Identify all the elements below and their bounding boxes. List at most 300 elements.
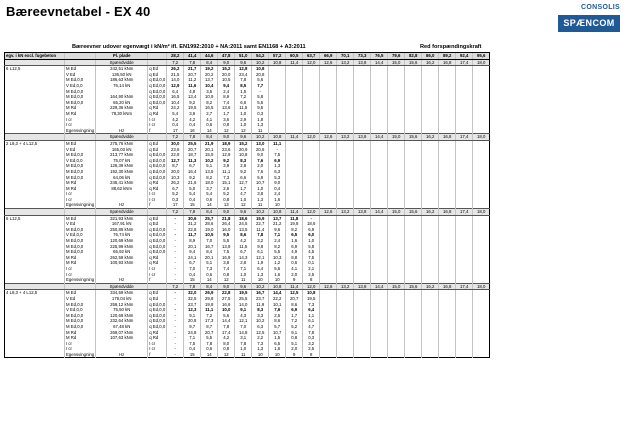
table-cell: 11 [252, 202, 269, 208]
table-cell: 13,7 [269, 215, 286, 221]
table-cell: 21,9 [201, 140, 218, 146]
table-cell: 5,2 [286, 324, 303, 330]
table-cell: 7,1 [235, 266, 252, 272]
table-cell: 14 [201, 202, 218, 208]
table-cell: 15 [184, 352, 201, 358]
table-cell: 24,1 [184, 255, 201, 261]
table-cell: 8,2 [201, 100, 218, 106]
table-cell: 23,6 [167, 147, 184, 153]
row-label: M Ed,0,0 [65, 169, 96, 175]
row-label: Egensvingning [66, 202, 95, 208]
header-cell: 79,6 [388, 53, 405, 60]
row-label: I cr [65, 117, 96, 123]
load-symbol: q Rd [148, 111, 167, 117]
table-cell: 7,4 [218, 266, 235, 272]
header-cell: 76,5 [371, 53, 388, 60]
table-cell: 12,1 [235, 318, 252, 324]
row-label: M Ed,0,0 [65, 244, 96, 250]
load-symbol: q Ed,0,0 [149, 232, 166, 238]
table-cell: 20,7 [184, 147, 201, 153]
header-cell: 63,7 [303, 53, 320, 60]
table-cell: 12,9 [218, 152, 235, 158]
load-symbol: q Ed,0,0 [149, 174, 166, 180]
span-value: 18,0 [473, 134, 490, 141]
table-cell: 11 [235, 277, 252, 283]
span-value: 12,0 [303, 59, 320, 66]
strand-config-cell: 2 L9,3 + 4 L12,5 [5, 140, 65, 146]
table-cell: 20,7 [286, 296, 303, 302]
table-cell: 24,8 [184, 330, 201, 336]
load-symbol: q Ed,0,0 [149, 157, 166, 163]
table-cell: 1,3 [252, 272, 269, 278]
table-cell: 16,9 [218, 255, 235, 261]
table-cell: 10,8 [303, 290, 320, 296]
table-cell: 8,2 [286, 227, 303, 233]
table-cell: 8,0 [218, 341, 235, 347]
table-cell: 30,0 [167, 140, 184, 146]
table-cell: 12,7 [235, 180, 252, 186]
load-symbol: q Ed [148, 290, 167, 296]
capacity-value: 334,59 kNm [96, 290, 148, 296]
table-cell: 7,3 [201, 266, 218, 272]
table-cell: 5,4 [184, 191, 201, 197]
table-cell: - [167, 346, 184, 352]
table-cell: 0,4 [167, 122, 184, 128]
table-cell: 7,8 [218, 324, 235, 330]
row-label: M Ed,0,0 [65, 227, 96, 233]
span-value: 13,2 [337, 209, 354, 216]
row-label: M Rd [65, 180, 96, 186]
table-cell: 2,4 [269, 238, 286, 244]
table-cell: 9 [286, 352, 303, 358]
table-cell: 6,7 [184, 260, 201, 266]
table-cell: 10,0 [218, 307, 235, 313]
load-symbol: q Rd [148, 105, 167, 111]
table-cell: 0,6 [201, 272, 218, 278]
table-cell: - [167, 307, 184, 313]
table-cell: 16,0 [218, 227, 235, 233]
header-cell: 66,9 [320, 53, 337, 60]
capacity-table [4, 52, 490, 358]
capacity-value: 120,69 kNm [96, 313, 148, 319]
table-cell: 14,0 [167, 77, 184, 83]
row-label: M Ed,0,0 [65, 249, 96, 255]
capacity-value: 250,85 kNm [96, 227, 148, 233]
row-label: M Ed [65, 140, 96, 146]
span-row [5, 283, 490, 290]
header-cell [148, 53, 167, 60]
table-cell: 2,8 [235, 163, 252, 169]
table-cell: - [167, 335, 184, 341]
table-cell: 14 [201, 277, 218, 283]
table-cell: 1,6 [269, 197, 286, 203]
span-value: 13,2 [337, 283, 354, 290]
table-cell: 1,7 [218, 111, 235, 117]
table-cell: 14,4 [218, 318, 235, 324]
table-cell: 7,3 [218, 174, 235, 180]
table-cell: 0,4 [269, 186, 286, 192]
table-cell: 1,0 [235, 346, 252, 352]
load-symbol: I cr [148, 266, 167, 272]
table-cell: 5,4 [167, 111, 184, 117]
table-cell: 1,0 [235, 197, 252, 203]
table-cell: 11 [252, 128, 269, 134]
table-cell: 21,7 [184, 66, 201, 72]
load-symbol: q Ed,0,0 [149, 226, 166, 232]
capacity-value: 164,90 kNm [96, 94, 148, 100]
span-value: 14,4 [371, 209, 388, 216]
table-cell: 13,7 [201, 77, 218, 83]
table-cell: 4,1 [201, 117, 218, 123]
span-value: 11,4 [286, 283, 303, 290]
table-cell: 9,0 [269, 180, 286, 186]
load-symbol: q Ed,0,0 [149, 307, 166, 313]
table-cell: 4,7 [303, 324, 320, 330]
row-label: M Ed,0,0 [65, 163, 96, 169]
table-cell [354, 352, 371, 358]
table-cell: 2,9 [235, 117, 252, 123]
table-cell: 6,9 [286, 244, 303, 250]
table-cell: - [167, 290, 184, 296]
table-cell: 1,0 [303, 238, 320, 244]
table-cell: 8,9 [218, 94, 235, 100]
table-cell: 4,9 [286, 249, 303, 255]
table-subtitle-right: Red forspændingskraft [420, 44, 482, 50]
table-cell: 5,6 [218, 313, 235, 319]
table-cell: 28,6 [201, 221, 218, 227]
table-cell: 17,4 [218, 330, 235, 336]
table-cell: 1,6 [269, 346, 286, 352]
capacity-value: 192,30 kNm [96, 169, 148, 175]
span-value: 10,8 [269, 283, 286, 290]
span-value: 9,0 [218, 134, 235, 141]
span-label: Spændvidde [96, 134, 148, 141]
capacity-value: 232,64 kNm [96, 318, 148, 324]
table-cell: 0,4 [184, 272, 201, 278]
table-cell: 15 [184, 202, 201, 208]
table-cell: 1,3 [252, 122, 269, 128]
capacity-value: 126,39 kNm [96, 163, 148, 169]
capacity-value: 229,36 kNm [96, 105, 148, 111]
table-cell: 12,5 [286, 290, 303, 296]
row-label: M Ed [65, 215, 96, 221]
table-cell: 10,7 [252, 180, 269, 186]
table-cell: 9,1 [184, 313, 201, 319]
span-value: 14,4 [371, 134, 388, 141]
table-cell: 22,8 [184, 227, 201, 233]
table-cell: 11,8 [286, 215, 303, 221]
span-value: 15,0 [388, 209, 405, 216]
table-cell: 4,1 [286, 266, 303, 272]
table-cell: 8,3 [252, 307, 269, 313]
capacity-value: 100,93 kNm [96, 260, 148, 266]
strand-config-cell: 4 L9,3 + 4 L12,5 [5, 290, 65, 296]
row-label: V Ed [65, 221, 96, 227]
table-cell: 11,1 [269, 140, 286, 146]
load-symbol: f [148, 202, 167, 208]
table-cell: 7,5 [269, 152, 286, 158]
table-cell: 24,2 [167, 105, 184, 111]
span-value: 11,4 [286, 59, 303, 66]
table-cell: 19,2 [201, 66, 218, 72]
span-value: 16,8 [439, 134, 456, 141]
table-cell: 9,2 [218, 158, 235, 164]
table-cell: 2,5 [303, 346, 320, 352]
table-cell: 6,0 [303, 232, 320, 238]
table-cell: 5,6 [252, 77, 269, 83]
table-cell: 17 [167, 202, 184, 208]
table-cell: 6,3 [252, 324, 269, 330]
capacity-value: 136,50 kN [96, 72, 148, 78]
table-cell: 9,6 [269, 227, 286, 233]
span-value: 17,4 [456, 134, 473, 141]
table-cell: 2,4 [269, 191, 286, 197]
span-value: 15,0 [388, 283, 405, 290]
row-label: V Ed,0,0 [65, 232, 96, 238]
table-cell: 24,5 [235, 221, 252, 227]
table-cell: 11,7 [184, 232, 201, 238]
table-cell: 4,2 [235, 238, 252, 244]
load-symbol: I cr [148, 191, 167, 197]
table-cell: 3,3 [252, 313, 269, 319]
table-cell: 6,9 [269, 158, 286, 164]
table-cell: 2,0 [286, 346, 303, 352]
table-cell: 21,6 [184, 180, 201, 186]
table-cell: 0,8 [218, 272, 235, 278]
table-cell: 20,6 [252, 147, 269, 153]
table-cell: 5,0 [184, 186, 201, 192]
table-cell: 20,0 [218, 72, 235, 78]
table-cell [422, 352, 439, 358]
table-cell: 14 [201, 128, 218, 134]
header-cell: 70,1 [337, 53, 354, 60]
table-cell: - [167, 249, 184, 255]
span-value: 15,6 [405, 209, 422, 216]
strand-config-cell [5, 352, 65, 358]
span-value: 15,6 [405, 283, 422, 290]
table-cell: 10,4 [201, 83, 218, 89]
table-cell: 9 [286, 277, 303, 283]
table-cell: 22,2 [269, 296, 286, 302]
table-cell: 0,8 [218, 197, 235, 203]
load-symbol: I cr [148, 117, 167, 123]
table-cell: 7,3 [252, 341, 269, 347]
table-cell: - [303, 215, 320, 221]
table-cell: 12 [218, 277, 235, 283]
table-cell: 11,1 [201, 307, 218, 313]
span-row [5, 59, 490, 66]
capacity-value: 165,03 kN [96, 147, 148, 153]
header-cell [65, 53, 96, 60]
table-cell: 10 [252, 277, 269, 283]
load-symbol: q Ed,0,0 [149, 88, 166, 94]
span-value: 13,8 [354, 209, 371, 216]
table-cell: 15,2 [218, 66, 235, 72]
table-cell [388, 352, 405, 358]
header-cell: 86,0 [422, 53, 439, 60]
span-value: 13,8 [354, 59, 371, 66]
table-cell: 10,4 [167, 100, 184, 106]
load-symbol: q Ed,0,0 [149, 312, 166, 318]
span-value: 10,2 [252, 283, 269, 290]
row-label: Egensvingning [66, 277, 95, 283]
table-cell: 0,6 [286, 260, 303, 266]
row-label: V Ed [65, 72, 96, 78]
row-label: M Ed,0,0 [65, 302, 96, 308]
load-symbol: q Rd [148, 335, 167, 341]
span-value: 7,8 [184, 59, 201, 66]
table-cell: 9,2 [184, 174, 201, 180]
table-cell: 5,1 [201, 260, 218, 266]
table-cell: 32,0 [184, 290, 201, 296]
span-value: 12,0 [303, 134, 320, 141]
capacity-value: 120,69 kNm [96, 238, 148, 244]
row-label: V Ed [65, 296, 96, 302]
load-symbol: q Ed,0,0 [149, 301, 166, 307]
logo-line-1: CONSOLIS [581, 4, 620, 11]
table-cell: 4,2 [218, 335, 235, 341]
load-symbol: q Rd [148, 255, 167, 261]
span-blank-cell [148, 134, 167, 141]
table-cell: 19,8 [286, 221, 303, 227]
table-cell: 1,0 [235, 111, 252, 117]
load-symbol: q Ed,0,0 [149, 318, 166, 324]
span-value: 12,6 [320, 134, 337, 141]
capacity-value: 107,63 kNm [96, 335, 148, 341]
table-cell: - [167, 255, 184, 261]
table-cell: 3,8 [252, 191, 269, 197]
table-cell: 16,7 [252, 290, 269, 296]
span-blank-cell [5, 283, 65, 290]
table-cell: 8,6 [235, 232, 252, 238]
table-cell: 13,5 [201, 169, 218, 175]
span-value: 8,4 [201, 59, 218, 66]
row-label: M Rd [65, 255, 96, 261]
table-cell: 9,5 [252, 105, 269, 111]
capacity-value: 64,06 kN [96, 174, 148, 180]
table-cell: 10 [269, 277, 286, 283]
capacity-value: 242,51 kNm [96, 66, 148, 72]
table-cell: 14,4 [269, 290, 286, 296]
table-cell: 11,4 [252, 227, 269, 233]
table-cell: 7,2 [201, 313, 218, 319]
row-label: M Ed [65, 290, 96, 296]
table-cell: 0,1 [303, 260, 320, 266]
span-value: 15,0 [388, 59, 405, 66]
table-cell: 4,2 [167, 117, 184, 123]
span-value: 8,4 [201, 209, 218, 216]
load-symbol: q Ed [148, 221, 167, 227]
span-value: 16,2 [422, 209, 439, 216]
table-cell: 5,7 [269, 324, 286, 330]
table-cell: 7,1 [269, 232, 286, 238]
table-cell: 7,2 [235, 94, 252, 100]
capacity-value: 67,48 kN [96, 324, 148, 330]
table-cell: 8 [303, 277, 320, 283]
row-label: V Ed [65, 147, 96, 153]
capacity-value: 259,12 kNm [96, 302, 148, 308]
table-cell: 6,4 [303, 307, 320, 313]
load-symbol: q Ed [148, 147, 167, 153]
span-value: 16,8 [439, 209, 456, 216]
table-cell: 0,6 [201, 197, 218, 203]
table-cell: 6,4 [252, 266, 269, 272]
page-title: Bæreevnetabel - EX 40 [6, 4, 151, 19]
table-cell: 5,3 [269, 174, 286, 180]
table-cell: 13,9 [218, 244, 235, 250]
row-label: V Ed,0,0 [65, 158, 96, 164]
header-cell: 60,5 [286, 53, 303, 60]
load-symbol: q Ed [148, 72, 167, 78]
load-symbol: q Ed,0,0 [149, 163, 166, 169]
table-cell: 0,3 [252, 111, 269, 117]
row-label: I cr [65, 272, 96, 278]
header-cell: 44,6 [201, 53, 218, 60]
table-cell: 12,8 [235, 66, 252, 72]
table-cell: 31,2 [184, 221, 201, 227]
span-value: 9,0 [218, 209, 235, 216]
table-cell: 11,1 [218, 169, 235, 175]
span-blank-cell [65, 283, 96, 290]
table-cell: 20,1 [184, 244, 201, 250]
table-cell: 10 [252, 352, 269, 358]
table-cell: - [167, 296, 184, 302]
table-cell: 7,6 [269, 307, 286, 313]
header-cell: 54,2 [252, 53, 269, 60]
table-cell: 2,5 [303, 272, 320, 278]
span-value: 18,0 [473, 283, 490, 290]
logo-line-2: SPÆNCOM [558, 15, 620, 32]
capacity-value: 65,92 kN [96, 249, 148, 255]
table-cell: 3,5 [201, 89, 218, 95]
header-cell: 95,6 [473, 53, 490, 60]
load-symbol: f [148, 128, 167, 134]
table-cell: 5,5 [269, 249, 286, 255]
table-cell: 6,6 [235, 174, 252, 180]
span-value: 12,6 [320, 283, 337, 290]
row-label: M Rd [65, 330, 96, 336]
table-cell: 20,9 [235, 147, 252, 153]
table-cell: 9,4 [184, 249, 201, 255]
span-blank-cell [5, 209, 65, 216]
load-symbol: q Ed,0,0 [149, 249, 166, 255]
table-cell: 11,6 [184, 83, 201, 89]
table-cell: 7,1 [184, 335, 201, 341]
table-cell: 12 [218, 352, 235, 358]
table-cell: 10,1 [269, 302, 286, 308]
span-blank-cell [148, 59, 167, 66]
table-cell: 8 [303, 352, 320, 358]
table-cell: 10,5 [201, 232, 218, 238]
table-cell: 0,3 [303, 335, 320, 341]
table-cell: - [167, 215, 184, 221]
header-cell: 28,2 [167, 53, 184, 60]
table-cell: 7,8 [252, 232, 269, 238]
table-cell: 7,8 [303, 330, 320, 336]
table-cell: 0,4 [184, 197, 201, 203]
span-value: 10,8 [269, 59, 286, 66]
table-cell: 7,2 [286, 318, 303, 324]
table-cell: 1,3 [252, 197, 269, 203]
load-symbol: I cr [148, 197, 167, 203]
table-cell: 12 [235, 128, 252, 134]
table-cell: 3,9 [184, 111, 201, 117]
capacity-value: 213,77 kNm [96, 152, 148, 158]
span-value: 18,0 [473, 59, 490, 66]
span-value: 15,6 [405, 59, 422, 66]
span-value: 12,0 [303, 209, 320, 216]
table-cell: 1,3 [269, 163, 286, 169]
